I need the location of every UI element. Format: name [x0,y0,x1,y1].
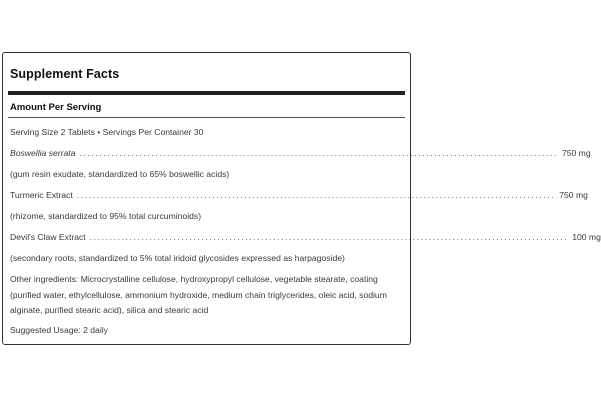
supplement-facts-panel [2,52,601,345]
ingredient-name: Turmeric Extract [10,190,73,200]
ingredient-amount: 750 mg [561,148,591,158]
thin-divider [8,117,405,118]
ingredient-note-devils-claw: (secondary roots, standardized to 5% total iridoid glycosides expressed as harpagoside) [10,253,345,263]
suggested-usage: Suggested Usage: 2 daily [10,325,108,335]
panel-title: Supplement Facts [10,67,120,81]
ingredient-row-devils-claw [10,232,601,243]
serving-info: Serving Size 2 Tablets • Servings Per Container 30 [10,127,204,137]
leader-dots: ........................................................................................................................ [89,232,569,242]
amount-per-serving-header: Amount Per Serving [10,102,102,113]
thick-divider [8,91,405,95]
ingredient-name: Devil's Claw Extract [10,232,86,242]
other-ingredients: Other ingredients: Microcrystalline cellulose, hydroxypropyl cellulose, vegetable stearate, coating (purified water, ethylcellulose, ammonium hydroxide, medium chain triglycerides, oleic acid, sodium alginate, purified stearic acid), silica and stearic acid [10,274,387,315]
ingredient-note-boswellia: (gum resin exudate, standardized to 65% boswellic acids) [10,169,230,179]
ingredient-name: Boswellia serrata [10,148,76,158]
ingredient-amount: 100 mg [572,232,601,242]
ingredient-row-boswellia [10,148,591,159]
ingredient-row-turmeric [10,190,588,201]
leader-dots: ........................................................................................................................ [79,148,558,158]
ingredient-amount: 750 mg [559,190,588,200]
leader-dots: ........................................................................................................................ [76,190,556,200]
ingredient-note-turmeric: (rhizome, standardized to 95% total curcuminoids) [10,211,202,221]
